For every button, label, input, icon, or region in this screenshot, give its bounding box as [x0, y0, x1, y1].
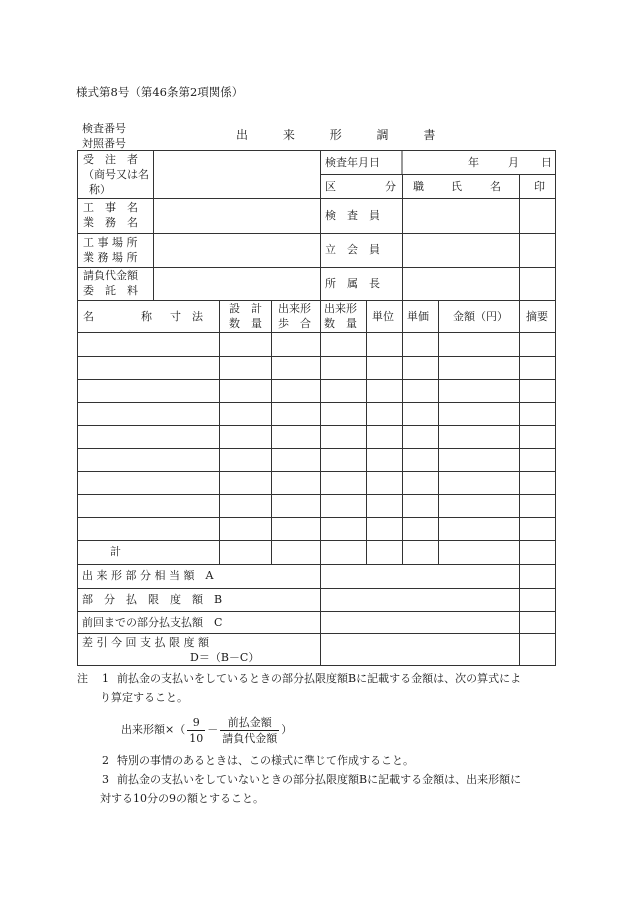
name-label-1: 氏 [451, 180, 462, 193]
title-char: 出 [236, 128, 249, 142]
note-1-text-a: 前払金の支払いをしているときの部分払限度額Bに記載する金額は、次の算式によ [117, 672, 522, 685]
contractor-label-line: 称） [89, 183, 111, 196]
row-b-label: 部 分 払 限 度 額 B [82, 593, 223, 606]
fraction-denominator: 請負代金額 [222, 731, 278, 745]
day-label: 日 [541, 156, 552, 169]
note-2-text: 特別の事情のあるときは、この様式に準じて作成すること。 [117, 754, 414, 767]
formula-minus: － [207, 723, 219, 736]
formula [77, 711, 557, 749]
chief-label: 所 属 長 [325, 277, 380, 290]
work-name-line: 業 務 名 [83, 216, 138, 229]
work-place-line: 業 務 場 所 [83, 251, 138, 264]
row-d-label [82, 635, 259, 665]
seal-label: 印 [534, 180, 545, 193]
col-remarks: 摘要 [526, 310, 548, 323]
col-progress-rate-line: 出来形 [278, 302, 311, 315]
inspection-number-label: 検査番号 [82, 122, 126, 135]
note-1-number: 1 [102, 672, 109, 685]
row-c-label: 前回までの部分払支払額 C [82, 616, 223, 629]
note-2-number: 2 [102, 754, 109, 767]
form-number: 様式第8号（第46条第2項関係） [76, 85, 244, 99]
col-design-qty-line: 設 計 [229, 302, 262, 315]
col-design-qty-line: 数 量 [229, 317, 262, 330]
division-label-1: 区 [325, 180, 336, 193]
note-3-text-b: 対する10分の9の額とすること。 [100, 792, 264, 805]
formula-suffix: ） [281, 723, 293, 736]
total-label: 計 [110, 545, 121, 558]
document-title [236, 126, 466, 143]
title-char: 調 [376, 128, 389, 142]
note-2 [77, 751, 557, 770]
col-name-1: 名 [83, 310, 94, 323]
fraction-advance-ratio [220, 715, 279, 746]
note-3-text-a: 前払金の支払いをしていないときの部分払限度額Bに記載する金額は、出来形額に [117, 773, 522, 786]
notes-label: 注 [77, 672, 88, 685]
title-char: 来 [282, 128, 295, 142]
division-label-2: 分 [385, 180, 396, 193]
col-design-qty [229, 301, 262, 331]
note-3 [77, 770, 557, 808]
notes [77, 669, 557, 808]
progress-report-table [77, 150, 556, 666]
fraction-numerator: 前払金額 [220, 715, 279, 731]
col-unit-price: 単価 [407, 310, 429, 323]
contractor-label [83, 152, 149, 197]
col-progress-qty-line: 数 量 [324, 317, 357, 330]
work-name-line: 工 事 名 [83, 201, 138, 214]
formula-prefix: 出来形額×（ [121, 723, 186, 736]
col-progress-qty-line: 出来形 [324, 302, 357, 315]
col-unit: 単位 [372, 310, 394, 323]
note-1-text-b: り算定すること。 [100, 691, 188, 704]
work-place-line: 工 事 場 所 [83, 236, 138, 249]
rank-label: 職 [413, 180, 424, 193]
col-progress-qty [324, 301, 357, 331]
table-grid [77, 150, 556, 666]
fraction-numerator: 9 [187, 715, 205, 731]
col-progress-rate [278, 301, 311, 331]
contract-amount-line: 委 託 料 [83, 284, 138, 297]
name-label-2: 名 [490, 180, 501, 193]
col-name-2: 称 [141, 310, 152, 323]
row-d-line: 差 引 今 回 支 払 限 度 額 [82, 636, 209, 649]
contract-amount-label [83, 268, 138, 298]
work-name-label [83, 200, 138, 230]
note-3-number: 3 [102, 773, 109, 786]
col-amount: 金額（円） [453, 310, 508, 323]
inspection-date-label: 検査年月日 [325, 156, 380, 169]
fraction-denominator: 10 [189, 731, 204, 745]
note-1 [77, 669, 557, 707]
fraction-nine-tenths [187, 715, 205, 746]
contractor-label-line: 受 注 者 [83, 153, 138, 166]
reference-number-label: 対照番号 [82, 137, 126, 150]
title-char: 書 [423, 128, 436, 142]
month-label: 月 [508, 156, 519, 169]
contractor-label-line: （商号又は名 [83, 168, 149, 181]
contract-amount-line: 請負代金額 [83, 269, 138, 282]
work-place-label [83, 235, 138, 265]
col-dimensions: 寸 法 [170, 310, 203, 323]
title-char: 形 [329, 128, 342, 142]
check-numbers [82, 121, 126, 151]
inspector-label: 検 査 員 [325, 209, 380, 222]
row-d-line: D＝（B－C） [190, 651, 260, 664]
col-progress-rate-line: 歩 合 [278, 317, 311, 330]
year-label: 年 [468, 156, 479, 169]
row-a-label: 出 来 形 部 分 相 当 額 A [82, 569, 214, 582]
witness-label: 立 会 員 [325, 243, 380, 256]
